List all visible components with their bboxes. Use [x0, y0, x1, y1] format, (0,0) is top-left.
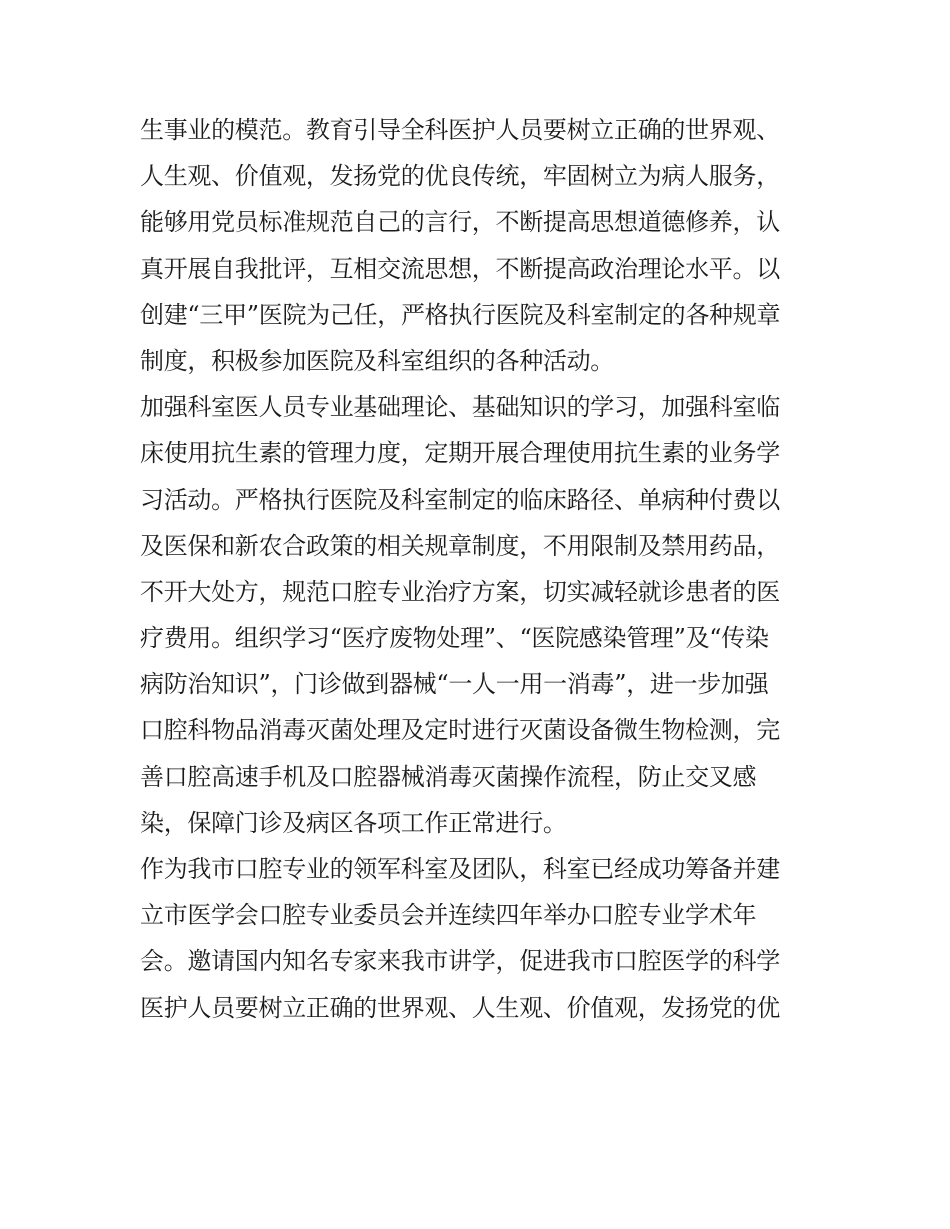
text-line: 不开大处方，规范口腔专业治疗方案，切实减轻就诊患者的医 [140, 577, 780, 606]
text-line: 医护人员要树立正确的世界观、人生观、价值观，发扬党的优 [140, 993, 780, 1022]
text-line: 会。邀请国内知名专家来我市讲学，促进我市口腔医学的科学 [140, 947, 780, 976]
text-line: 疗费用。组织学习“医疗废物处理”、“医院感染管理”及“传染 [140, 624, 769, 653]
text-line: 加强科室医人员专业基础理论、基础知识的学习，加强科室临 [140, 393, 780, 422]
text-line: 制度，积极参加医院及科室组织的各种活动。 [140, 346, 614, 375]
text-line: 病防治知识”，门诊做到器械“一人一用一消毒”，进一步加强 [140, 670, 769, 699]
text-line: 创建“三甲”医院为己任，严格执行医院及科室制定的各种规章 [140, 300, 781, 329]
text-line: 及医保和新农合政策的相关规章制度，不用限制及禁用药品， [140, 531, 780, 560]
text-line: 人生观、价值观，发扬党的优良传统，牢固树立为病人服务， [140, 162, 780, 191]
text-line: 生事业的模范。教育引导全科医护人员要树立正确的世界观、 [140, 116, 780, 144]
text-line: 立市医学会口腔专业委员会并连续四年举办口腔专业学术年 [140, 901, 757, 930]
text-line: 作为我市口腔专业的领军科室及团队，科室已经成功筹备并建 [140, 855, 780, 883]
text-line: 能够用党员标准规范自己的言行，不断提高思想道德修养，认 [140, 208, 780, 237]
text-line: 真开展自我批评，互相交流思想，不断提高政治理论水平。以 [140, 254, 780, 283]
text-line: 习活动。严格执行医院及科室制定的临床路径、单病种付费以 [140, 485, 780, 514]
body-text [140, 107, 820, 1031]
text-line: 床使用抗生素的管理力度，定期开展合理使用抗生素的业务学 [140, 439, 780, 468]
text-line: 染，保障门诊及病区各项工作正常进行。 [140, 808, 567, 837]
text-line: 口腔科物品消毒灭菌处理及定时进行灭菌设备微生物检测，完 [140, 716, 780, 745]
text-line: 善口腔高速手机及口腔器械消毒灭菌操作流程，防止交叉感 [140, 762, 757, 791]
